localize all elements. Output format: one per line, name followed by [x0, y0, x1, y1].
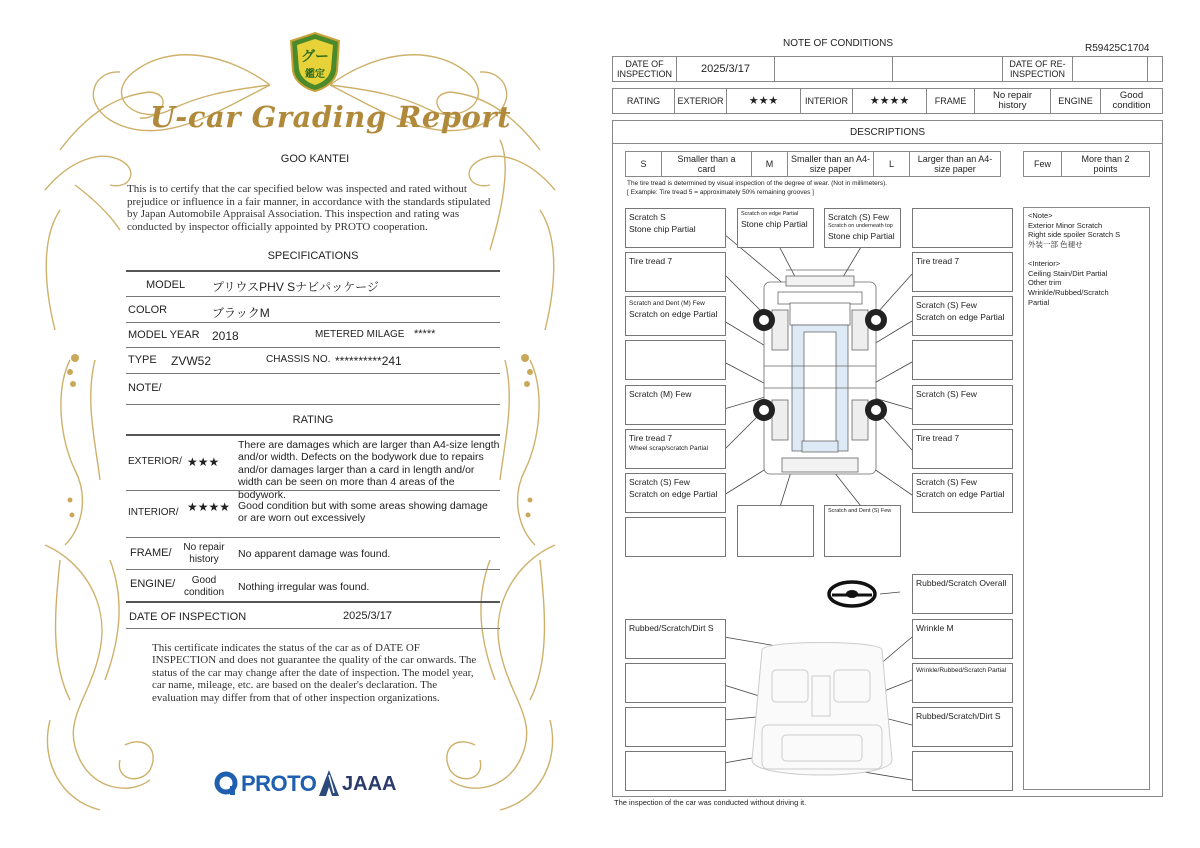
damage-note-box: Scratch S Stone chip Partial — [625, 208, 726, 248]
engine-description: Nothing irregular was found. — [238, 581, 370, 593]
color-value: ブラックM — [212, 306, 270, 320]
damage-note-box: Scratch and Dent (M) Few Scratch on edge Partial — [625, 296, 726, 336]
rating-label: RATING — [613, 89, 675, 113]
legend-code: L — [874, 152, 910, 176]
divider — [126, 270, 500, 272]
date-blank — [775, 57, 893, 81]
interior-line: Partial — [1028, 297, 1050, 307]
tire-example: [ Example: Tire tread 5 = approximately 50% remaining grooves ] — [627, 189, 814, 196]
svg-text:グー: グー — [301, 49, 329, 65]
legend-code: M — [752, 152, 788, 176]
model-label: MODEL — [146, 279, 186, 291]
interior-note-box: Rubbed/Scratch Overall — [912, 574, 1013, 614]
damage-note-box: Scratch (S) Few Scratch on edge Partial — [912, 296, 1013, 336]
frame-label: FRAME — [927, 89, 975, 113]
interior-note-box: Rubbed/Scratch/Dirt S — [625, 619, 726, 659]
interior-note-box: Wrinkle/Rubbed/Scratch Partial — [912, 663, 1013, 703]
interior-heading: <Interior> — [1028, 258, 1061, 268]
damage-note-box: Tire tread 7 — [912, 252, 1013, 292]
date-label: DATE OF INSPECTION — [129, 611, 247, 623]
exterior-stars: ★★★ — [727, 89, 801, 113]
divider — [126, 373, 500, 374]
notes-panel — [1023, 207, 1150, 790]
model-year-label: MODEL YEAR — [128, 329, 200, 341]
certificate-subtitle: GOO KANTEI — [280, 153, 350, 165]
date-of-reinspection-label: DATE OF RE-INSPECTION — [1003, 57, 1073, 81]
interior-stars: ★★★★ — [853, 89, 927, 113]
certificate-intro: This is to certify that the car specified below was inspected and rated without prejudice or influence in a fair manner, in accordance with the standards stipulated by Japan Automobile Appraisal Association. This inspection and rating was conducted by inspector officially appointed by PROTO cooperation. — [127, 183, 491, 233]
legend-text: Larger than an A4-size paper — [917, 154, 993, 174]
divider — [126, 490, 500, 491]
date-blank — [1073, 57, 1148, 81]
rating-heading: RATING — [292, 414, 334, 426]
note-line: Right side spoiler Scratch S — [1028, 230, 1121, 240]
size-legend — [625, 151, 1001, 177]
damage-note-box: Scratch (S) Few Scratch on edge Partial — [625, 473, 726, 513]
damage-note-box — [912, 208, 1013, 248]
divider — [126, 537, 500, 538]
interior-label: INTERIOR — [801, 89, 853, 113]
legend-code: Few — [1024, 152, 1062, 176]
color-label: COLOR — [128, 304, 168, 316]
legend-text: More than 2 points — [1081, 154, 1130, 174]
rating-row — [612, 88, 1163, 114]
date-value: 2025/3/17 — [343, 610, 392, 622]
divider — [126, 322, 500, 323]
interior-line: Ceiling Stain/Dirt Partial — [1028, 268, 1108, 278]
date-of-inspection-label: DATE OF INSPECTION — [613, 57, 677, 81]
interior-stars: ★★★★ — [187, 500, 231, 514]
certificate-disclaimer: This certificate indicates the status of the car as of DATE OF INSPECTION and does not guarantee the quality of the car onwards. The status of the car may change after the date of inspection. The model year, car name, mileage, etc. are based on the dealer's declaration. The evaluation may differ from that of other inspection organizations. — [152, 642, 477, 704]
certificate-title: U-car Grading Report — [150, 100, 512, 134]
chassis-label: CHASSIS NO. — [266, 354, 331, 365]
jaaa-logo-text: JAAA — [342, 773, 397, 795]
note-line: 外装一部 色褪せ — [1028, 240, 1083, 250]
footer-note: The inspection of the car was conducted without driving it. — [614, 798, 807, 807]
legend-text: Smaller than a card — [662, 152, 752, 176]
interior-note-box — [625, 663, 726, 703]
engine-label: ENGINE — [1051, 89, 1101, 113]
proto-logo-icon — [214, 771, 240, 797]
interior-note-box — [625, 707, 726, 747]
interior-note-box — [912, 751, 1013, 791]
few-legend — [1023, 151, 1150, 177]
metered-mileage-label: METERED MILAGE — [315, 329, 405, 340]
divider — [126, 601, 500, 603]
legend-code: S — [626, 152, 662, 176]
steering-wheel-icon — [829, 582, 875, 606]
model-value: プリウスPHV Sナビパッケージ — [212, 280, 379, 294]
damage-note-box: Tire tread 7 — [912, 429, 1013, 469]
type-value: ZVW52 — [171, 354, 212, 368]
conditions-heading: NOTE OF CONDITIONS — [783, 38, 893, 49]
interior-description: Good condition but with some areas showing damage or are worn out excessively — [238, 500, 488, 525]
model-year-value: 2018 — [212, 329, 239, 343]
date-blank — [893, 57, 1003, 81]
damage-note-box: Scratch (M) Few — [625, 385, 726, 425]
document-id: R59425C1704 — [1085, 43, 1150, 54]
frame-value: No repair history — [975, 89, 1051, 113]
engine-value: Good condition — [183, 575, 225, 598]
damage-note-box — [737, 505, 814, 557]
interior-line: Other trim — [1028, 278, 1062, 288]
interior-note-box — [625, 751, 726, 791]
chassis-value: **********241 — [335, 354, 402, 368]
svg-text:鑑定: 鑑定 — [305, 69, 325, 80]
date-of-inspection-value: 2025/3/17 — [677, 57, 775, 81]
exterior-label: EXTERIOR — [675, 89, 727, 113]
exterior-description: There are damages which are larger than A4-size length and/or width. Defects on the bodywork due to repairs and/or damages larger than a card in length and/or width can be seen on more than 4 areas of the bodywork. — [238, 439, 500, 501]
damage-note-box: Scratch (S) Few — [912, 385, 1013, 425]
engine-label: ENGINE/ — [130, 578, 176, 590]
tire-note: The tire tread is determined by visual inspection of the degree of wear. (Not in millimeters). — [627, 180, 888, 187]
damage-note-box: Scratch and Dent (S) Few — [824, 505, 901, 557]
specifications-heading: SPECIFICATIONS — [267, 250, 359, 262]
divider — [126, 434, 500, 436]
divider — [126, 569, 500, 570]
date-row — [612, 56, 1163, 82]
interior-note-box: Rubbed/Scratch/Dirt S — [912, 707, 1013, 747]
frame-description: No apparent damage was found. — [238, 548, 391, 560]
metered-mileage-value: ***** — [414, 328, 436, 340]
damage-note-box — [625, 340, 726, 380]
damage-note-box: Scratch on edge Partial Stone chip Partial — [737, 208, 814, 248]
goo-kantei-badge-icon — [287, 31, 343, 93]
legend-text: Smaller than an A4-size paper — [788, 152, 874, 176]
damage-note-box: Tire tread 7 Wheel scrap/scratch Partial — [625, 429, 726, 469]
divider — [126, 296, 500, 297]
note-line: Exterior Minor Scratch — [1028, 220, 1103, 230]
damage-note-box — [912, 340, 1013, 380]
interior-line: Wrinkle/Rubbed/Scratch — [1028, 287, 1109, 297]
damage-note-box: Scratch (S) Few Scratch on underneath top Stone chip Partial — [824, 208, 901, 248]
jaaa-logo-icon — [318, 769, 340, 797]
engine-value: Good condition — [1112, 90, 1151, 111]
frame-value: No repair history — [183, 542, 225, 565]
type-label: TYPE — [128, 354, 157, 366]
divider — [126, 628, 500, 629]
divider — [126, 347, 500, 348]
damage-note-box: Scratch (S) Few Scratch on edge Partial — [912, 473, 1013, 513]
interior-note-box: Wrinkle M — [912, 619, 1013, 659]
note-label: NOTE/ — [128, 382, 162, 394]
interior-label: INTERIOR/ — [128, 507, 179, 518]
proto-logo-text: PROTO — [241, 771, 317, 796]
damage-note-box — [625, 517, 726, 557]
damage-note-box: Tire tread 7 — [625, 252, 726, 292]
divider — [126, 404, 500, 405]
exterior-stars: ★★★ — [187, 455, 220, 469]
descriptions-heading: DESCRIPTIONS — [613, 121, 1162, 144]
exterior-label: EXTERIOR/ — [128, 456, 182, 467]
frame-label: FRAME/ — [130, 547, 172, 559]
note-heading: <Note> — [1028, 211, 1053, 220]
